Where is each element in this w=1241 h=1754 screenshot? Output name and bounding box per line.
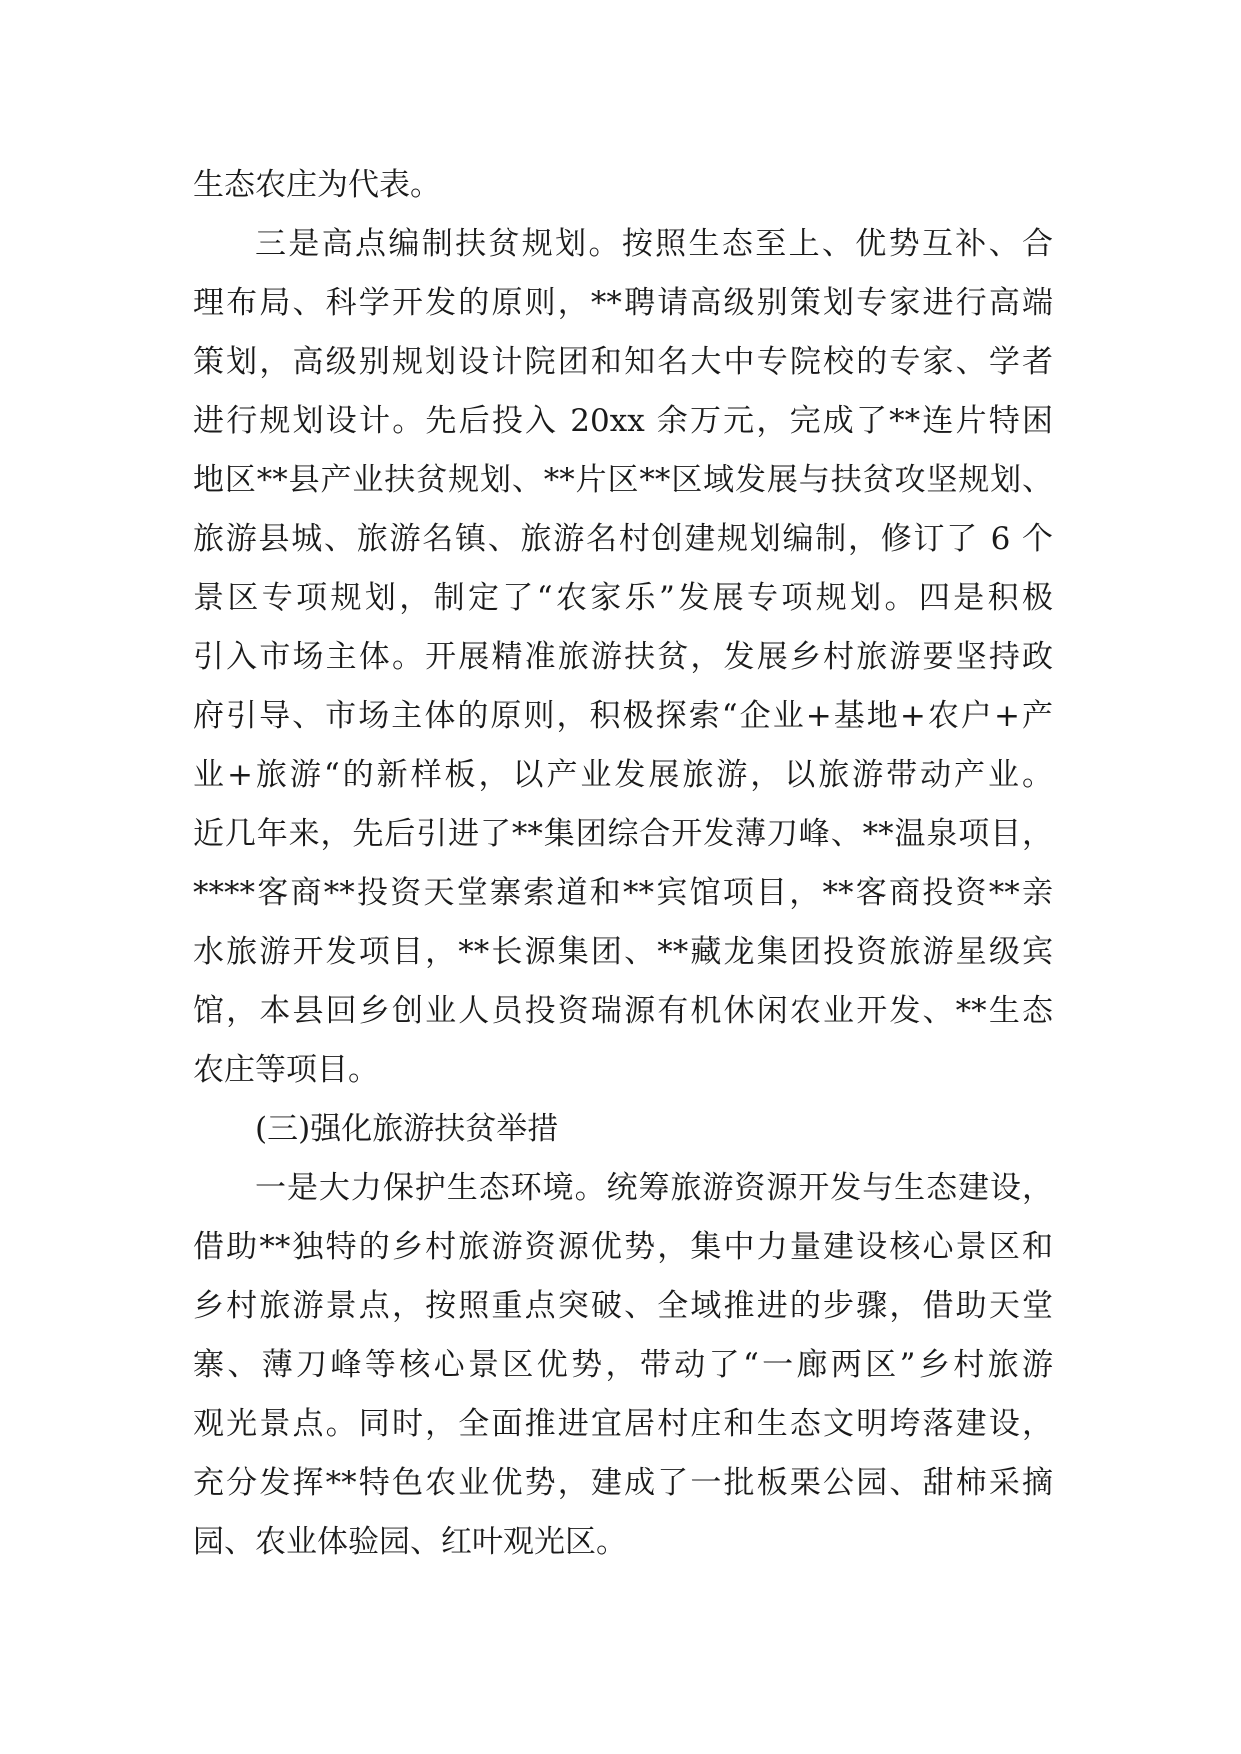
text-line: 策划，高级别规划设计院团和知名大中专院校的专家、学者 xyxy=(193,344,1053,380)
text-line: 借助**独特的乡村旅游资源优势，集中力量建设核心景区和 xyxy=(193,1229,1053,1265)
text-line: 府引导、市场主体的原则，积极探索“企业+基地+农户+产 xyxy=(193,698,1053,734)
text-line: (三)强化旅游扶贫举措 xyxy=(255,1111,559,1147)
text-line: 进行规划设计。先后投入 20xx 余万元，完成了**连片特困 xyxy=(193,403,1053,439)
text-line: 近几年来，先后引进了**集团综合开发薄刀峰、**温泉项目， xyxy=(193,816,1053,852)
text-line: 旅游县城、旅游名镇、旅游名村创建规划编制，修订了 6 个 xyxy=(193,521,1053,557)
text-line: ****客商**投资天堂寨索道和**宾馆项目，**客商投资**亲 xyxy=(193,875,1053,911)
text-line: 地区**县产业扶贫规划、**片区**区域发展与扶贫攻坚规划、 xyxy=(193,462,1053,498)
text-line: 水旅游开发项目，**长源集团、**藏龙集团投资旅游星级宾 xyxy=(193,934,1053,970)
text-line: 一是大力保护生态环境。统筹旅游资源开发与生态建设， xyxy=(255,1170,1053,1206)
text-line: 三是高点编制扶贫规划。按照生态至上、优势互补、合 xyxy=(255,226,1053,262)
text-line: 生态农庄为代表。 xyxy=(193,167,441,203)
text-line: 理布局、科学开发的原则，**聘请高级别策划专家进行高端 xyxy=(193,285,1053,321)
text-line: 观光景点。同时，全面推进宜居村庄和生态文明垮落建设， xyxy=(193,1406,1053,1442)
text-line: 农庄等项目。 xyxy=(193,1052,379,1088)
text-line: 引入市场主体。开展精准旅游扶贫，发展乡村旅游要坚持政 xyxy=(193,639,1053,675)
text-line: 乡村旅游景点，按照重点突破、全域推进的步骤，借助天堂 xyxy=(193,1288,1053,1324)
text-line: 景区专项规划，制定了“农家乐”发展专项规划。四是积极 xyxy=(193,580,1053,616)
text-line: 业+旅游“的新样板，以产业发展旅游，以旅游带动产业。 xyxy=(193,757,1053,793)
text-line: 馆，本县回乡创业人员投资瑞源有机休闲农业开发、**生态 xyxy=(193,993,1053,1029)
text-line: 充分发挥**特色农业优势，建成了一批板栗公园、甜柿采摘 xyxy=(193,1465,1053,1501)
text-line: 寨、薄刀峰等核心景区优势，带动了“一廊两区”乡村旅游 xyxy=(193,1347,1053,1383)
text-line: 园、农业体验园、红叶观光区。 xyxy=(193,1524,627,1560)
document-body xyxy=(193,156,1053,1572)
